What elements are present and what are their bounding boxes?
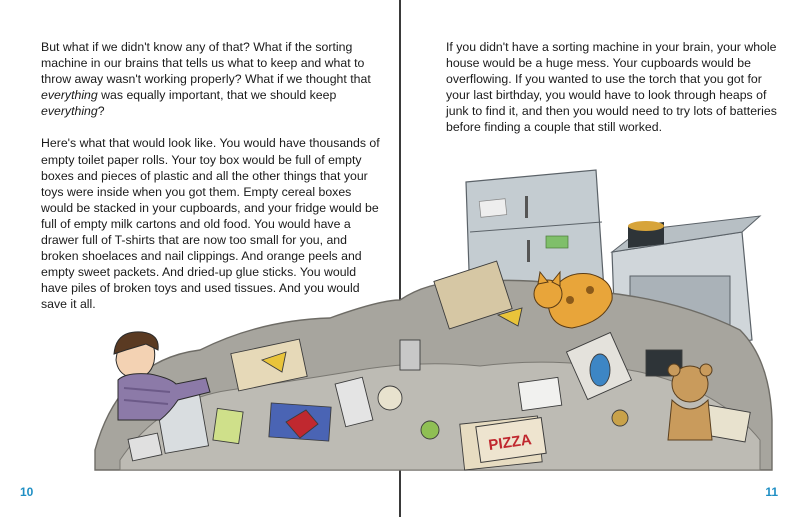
text-run: ? — [97, 104, 105, 119]
emphasis-text: everything — [41, 88, 98, 103]
page-number-left: 10 — [20, 485, 34, 499]
text-run: was equally important, that we should keep — [97, 88, 337, 103]
left-paragraph-2: Here's what that would look like. You would have thousands of empty toilet paper rolls. Your toy box would be full of empty boxes and pieces of plastic and all the other things that your toys were inside when you got them. Empty cereal boxes would be stacked in your cupboards, and your fridge would be full of empty milk cartons and old food. You would have a drawer full of T-shirts that are now too small for you, and broken shoelaces and nail clippings. And orange peels and empty sweet packets. And dried-up glue sticks. You would have piles of broken toys and used tissues. And you would save it all. — [41, 136, 380, 312]
page-number-right: 11 — [765, 485, 778, 499]
emphasis-text: everything — [41, 104, 98, 119]
pizza-label: PIZZA — [487, 431, 533, 455]
teddy-bear-drawing — [668, 364, 712, 440]
right-paragraph-1: If you didn't have a sorting machine in your brain, your whole house would be a huge mess. Your cupboards would be overflowing. If you wanted to use the torch that you got for your last birthday, you would have to look through heaps of junk to find it, and then you would need to try lots of batteries before finding a couple that still worked. — [446, 40, 777, 135]
text-run: But what if we didn't know any of that? What if the sorting machine in our brains that tells us what to keep and what to throw away wasn't working properly? What if we thought that — [41, 40, 371, 87]
